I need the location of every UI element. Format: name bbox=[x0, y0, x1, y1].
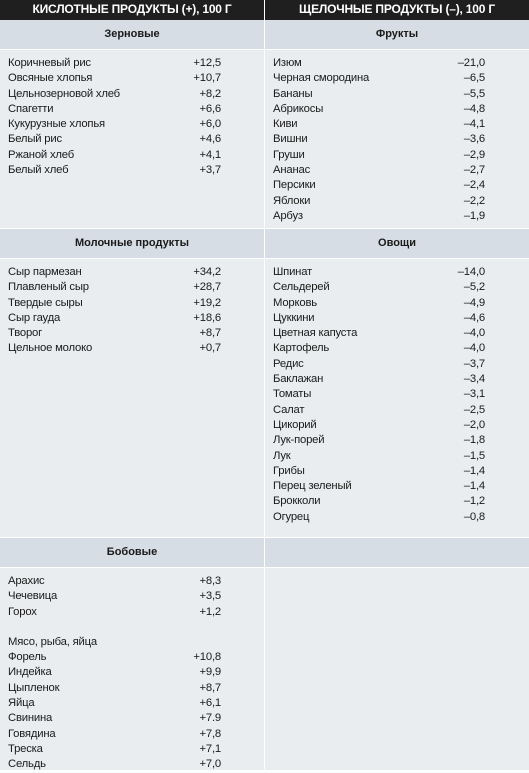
item-name: Черная смородина bbox=[273, 72, 370, 85]
list-item bbox=[0, 696, 264, 711]
item-value: –3,4 bbox=[463, 373, 485, 386]
list-item bbox=[265, 510, 529, 525]
list-item bbox=[265, 296, 529, 311]
item-name: Изюм bbox=[273, 57, 302, 69]
list-item bbox=[265, 433, 529, 448]
list-item bbox=[265, 280, 529, 295]
list-item bbox=[265, 117, 529, 132]
subcategory-title-meat: Мясо, рыба, яйца bbox=[8, 635, 98, 648]
item-value: +28,7 bbox=[193, 281, 221, 294]
list-item bbox=[265, 372, 529, 387]
list-item bbox=[265, 341, 529, 356]
item-name: Брокколи bbox=[273, 495, 321, 508]
list-item bbox=[265, 87, 529, 102]
item-name: Говядина bbox=[8, 727, 56, 740]
list-item bbox=[265, 418, 529, 433]
item-value: +8,2 bbox=[199, 87, 221, 100]
list-item bbox=[265, 194, 529, 209]
item-value: +8,3 bbox=[199, 575, 221, 587]
item-name: Чечевица bbox=[8, 590, 58, 603]
item-name: Киви bbox=[273, 118, 298, 131]
item-value: –4,9 bbox=[463, 296, 485, 309]
item-value: –2,9 bbox=[463, 148, 485, 161]
category-header-fruits: Фрукты bbox=[265, 20, 529, 50]
list-item bbox=[265, 326, 529, 341]
category-header-vegetables: Овощи bbox=[265, 229, 529, 259]
item-name: Индейка bbox=[8, 666, 52, 679]
item-name: Персики bbox=[273, 179, 316, 192]
category-body-grains bbox=[0, 50, 264, 229]
acidic-column-title: КИСЛОТНЫЕ ПРОДУКТЫ (+), 100 Г bbox=[32, 2, 232, 16]
item-value: –1,4 bbox=[463, 464, 485, 477]
item-value: –3,7 bbox=[463, 357, 485, 370]
item-value: –2,5 bbox=[463, 403, 485, 416]
item-value: +0,7 bbox=[199, 342, 221, 355]
list-item bbox=[0, 605, 264, 620]
item-name: Кукурузные хлопья bbox=[8, 118, 105, 131]
list-item bbox=[0, 326, 264, 341]
item-name: Овсяные хлопья bbox=[8, 72, 93, 85]
item-value: –5,5 bbox=[463, 87, 485, 100]
item-value: +6,0 bbox=[199, 118, 221, 131]
item-name: Морковь bbox=[273, 296, 317, 309]
list-item bbox=[265, 449, 529, 464]
item-value: +6,1 bbox=[199, 697, 221, 710]
spacer bbox=[0, 620, 264, 635]
item-value: +4,1 bbox=[199, 148, 221, 161]
item-value: –4,6 bbox=[463, 311, 485, 324]
item-name: Яйца bbox=[8, 697, 35, 710]
item-name: Сельдерей bbox=[273, 281, 330, 294]
list-item bbox=[265, 464, 529, 479]
category-header-empty bbox=[265, 538, 529, 568]
item-value: +6,6 bbox=[199, 102, 221, 115]
list-item bbox=[265, 357, 529, 372]
item-value: +3,5 bbox=[199, 590, 221, 603]
list-item bbox=[265, 148, 529, 163]
item-name: Плавленый сыр bbox=[8, 281, 89, 294]
item-name: Сыр пармезан bbox=[8, 266, 82, 278]
item-value: +4,6 bbox=[199, 133, 221, 146]
category-body-vegetables bbox=[265, 259, 529, 538]
list-item bbox=[0, 102, 264, 117]
item-value: –6,5 bbox=[463, 72, 485, 85]
list-item bbox=[0, 341, 264, 356]
alkaline-column-title: ЩЕЛОЧНЫЕ ПРОДУКТЫ (–), 100 Г bbox=[264, 0, 529, 20]
item-name: Груши bbox=[273, 148, 305, 161]
list-item bbox=[265, 178, 529, 193]
item-value: +3,7 bbox=[199, 164, 221, 177]
item-value: +19,2 bbox=[193, 296, 221, 309]
list-item bbox=[0, 311, 264, 326]
item-value: –2,2 bbox=[463, 194, 485, 207]
item-value: –1,2 bbox=[463, 495, 485, 508]
item-name: Треска bbox=[8, 742, 43, 755]
item-name: Цветная капуста bbox=[273, 327, 358, 340]
list-item bbox=[0, 148, 264, 163]
item-value: –2,0 bbox=[463, 418, 485, 431]
item-name: Цельное молоко bbox=[8, 342, 93, 355]
item-value: –2,4 bbox=[463, 179, 485, 192]
item-name: Форель bbox=[8, 651, 47, 664]
list-item bbox=[0, 132, 264, 147]
item-name: Цыпленок bbox=[8, 681, 60, 694]
item-value: –4,1 bbox=[463, 118, 485, 131]
item-name: Ананас bbox=[273, 164, 311, 177]
list-item bbox=[0, 742, 264, 757]
list-item bbox=[0, 650, 264, 665]
item-value: +7.9 bbox=[199, 712, 221, 725]
item-value: –4,8 bbox=[463, 102, 485, 115]
category-header-dairy: Молочные продукты bbox=[0, 229, 264, 259]
list-item bbox=[265, 265, 529, 280]
list-item bbox=[265, 387, 529, 402]
item-value: –1,8 bbox=[463, 434, 485, 447]
item-value: –1,4 bbox=[463, 480, 485, 493]
item-name: Бананы bbox=[273, 87, 313, 100]
item-name: Редис bbox=[273, 357, 304, 370]
list-item bbox=[0, 665, 264, 680]
item-name: Шпинат bbox=[273, 266, 313, 278]
item-value: –1,9 bbox=[463, 209, 485, 222]
category-body-fruits bbox=[265, 50, 529, 229]
list-item bbox=[0, 280, 264, 295]
item-value: –1,5 bbox=[463, 449, 485, 462]
list-item bbox=[0, 574, 264, 589]
alkaline-column bbox=[265, 20, 529, 771]
list-item bbox=[265, 56, 529, 71]
item-value: +7,1 bbox=[199, 742, 221, 755]
item-name: Лук-порей bbox=[273, 434, 325, 447]
list-item bbox=[0, 71, 264, 86]
item-value: –4,0 bbox=[463, 327, 485, 340]
item-name: Салат bbox=[273, 403, 305, 416]
item-name: Цельнозерновой хлеб bbox=[8, 87, 120, 100]
category-body-dairy bbox=[0, 259, 264, 538]
item-value: +10,8 bbox=[193, 651, 221, 664]
list-item bbox=[0, 757, 264, 772]
item-name: Картофель bbox=[273, 342, 330, 355]
item-name: Белый хлеб bbox=[8, 164, 69, 177]
item-name: Горох bbox=[8, 605, 37, 618]
item-value: +12,5 bbox=[193, 57, 221, 69]
item-name: Коричневый рис bbox=[8, 57, 91, 69]
item-name: Огурец bbox=[273, 510, 310, 523]
item-name: Спагетти bbox=[8, 102, 54, 115]
item-name: Абрикосы bbox=[273, 102, 324, 115]
list-item bbox=[0, 163, 264, 178]
item-value: –4,0 bbox=[463, 342, 485, 355]
item-value: –14,0 bbox=[457, 266, 485, 278]
list-item bbox=[265, 209, 529, 224]
item-name: Перец зеленый bbox=[273, 480, 352, 493]
item-name: Творог bbox=[8, 327, 43, 340]
item-value: –21,0 bbox=[457, 57, 485, 69]
item-name: Баклажан bbox=[273, 373, 324, 386]
category-body-legumes bbox=[0, 568, 264, 771]
item-name: Сыр гауда bbox=[8, 311, 61, 324]
item-name: Цикорий bbox=[273, 418, 317, 431]
acidic-column bbox=[0, 20, 264, 771]
item-value: +9,9 bbox=[199, 666, 221, 679]
item-name: Томаты bbox=[273, 388, 312, 401]
item-value: +8,7 bbox=[199, 327, 221, 340]
list-item bbox=[0, 87, 264, 102]
item-name: Твердые сыры bbox=[8, 296, 83, 309]
list-item bbox=[0, 56, 264, 71]
list-item bbox=[265, 163, 529, 178]
item-name: Арахис bbox=[8, 575, 45, 587]
item-name: Яблоки bbox=[273, 194, 311, 207]
item-name: Лук bbox=[273, 449, 291, 462]
list-item bbox=[0, 265, 264, 280]
list-item bbox=[265, 132, 529, 147]
item-value: –0,8 bbox=[463, 510, 485, 523]
list-item bbox=[0, 296, 264, 311]
item-name: Ржаной хлеб bbox=[8, 148, 75, 161]
item-name: Цуккини bbox=[273, 311, 315, 324]
item-name: Свинина bbox=[8, 712, 53, 725]
item-value: +18,6 bbox=[193, 311, 221, 324]
item-name: Арбуз bbox=[273, 209, 303, 222]
category-header-grains: Зерновые bbox=[0, 20, 264, 50]
table-header bbox=[0, 0, 529, 20]
list-item bbox=[265, 479, 529, 494]
list-item bbox=[265, 494, 529, 509]
item-name: Сельдь bbox=[8, 758, 46, 771]
item-value: +34,2 bbox=[193, 266, 221, 278]
list-item bbox=[0, 681, 264, 696]
item-value: +1,2 bbox=[199, 605, 221, 618]
list-item bbox=[265, 311, 529, 326]
item-value: –3,6 bbox=[463, 133, 485, 146]
item-value: +8,7 bbox=[199, 681, 221, 694]
list-item bbox=[265, 403, 529, 418]
category-header-legumes: Бобовые bbox=[0, 538, 264, 568]
item-value: +7,8 bbox=[199, 727, 221, 740]
item-value: +10,7 bbox=[193, 72, 221, 85]
category-body-empty bbox=[265, 568, 529, 771]
list-item bbox=[265, 102, 529, 117]
item-value: +7,0 bbox=[199, 758, 221, 771]
item-value: –2,7 bbox=[463, 164, 485, 177]
item-name: Вишни bbox=[273, 133, 308, 146]
list-item bbox=[265, 71, 529, 86]
item-name: Грибы bbox=[273, 464, 305, 477]
item-name: Белый рис bbox=[8, 133, 62, 146]
list-item bbox=[0, 727, 264, 742]
list-item bbox=[0, 589, 264, 604]
list-item bbox=[0, 711, 264, 726]
item-value: –3,1 bbox=[463, 388, 485, 401]
list-item bbox=[0, 117, 264, 132]
item-value: –5,2 bbox=[463, 281, 485, 294]
